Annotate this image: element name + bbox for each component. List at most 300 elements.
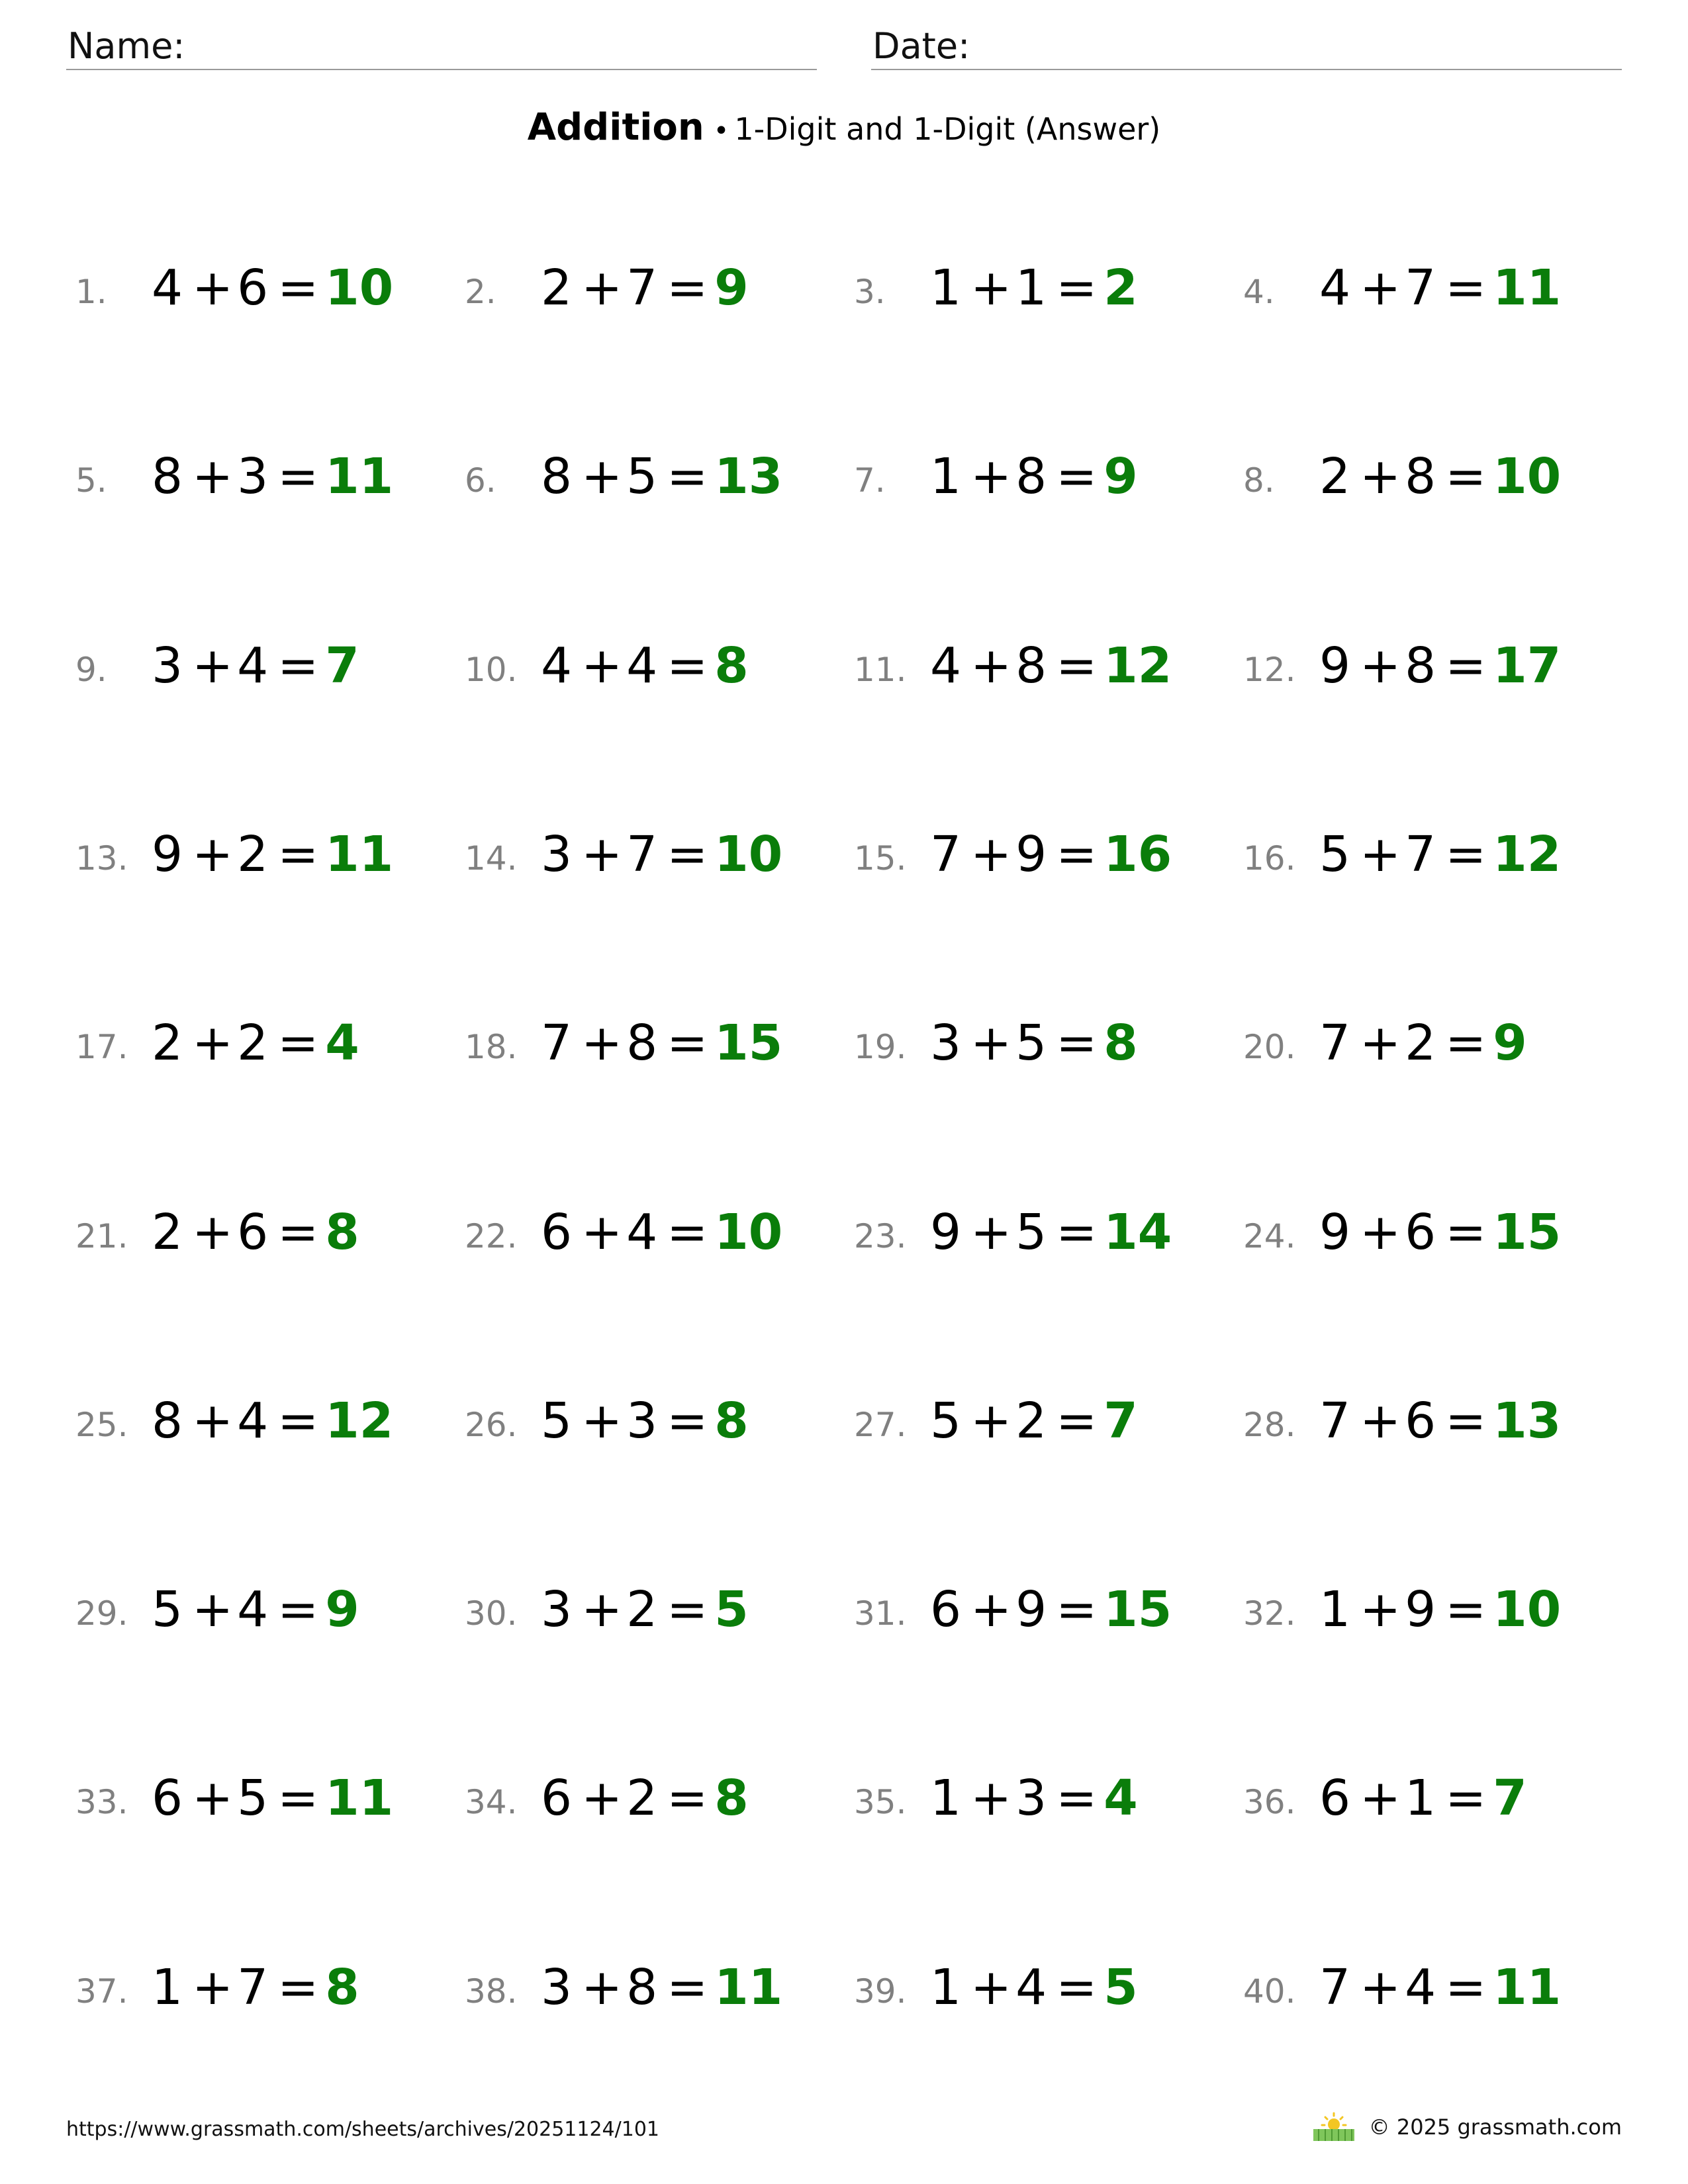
operand-b: 1 — [1015, 259, 1047, 316]
problem-number: 14. — [465, 839, 518, 878]
operand-b: 5 — [1015, 1015, 1047, 1071]
problem-equation — [926, 1770, 1138, 1827]
problem-number: 11. — [854, 651, 907, 689]
problem-item — [465, 1204, 849, 1270]
operand-a: 6 — [1319, 1770, 1351, 1827]
answer: 4 — [1103, 1770, 1138, 1827]
operand-a: 5 — [1319, 826, 1351, 883]
operand-a: 6 — [541, 1770, 573, 1827]
operand-a: 3 — [541, 1959, 573, 2016]
problem-item — [854, 1770, 1238, 1836]
problem-number: 26. — [465, 1406, 518, 1444]
problem-equation — [537, 637, 749, 694]
problem-number: 38. — [465, 1972, 518, 2011]
operand-a: 7 — [1319, 1015, 1351, 1071]
equals-sign: = — [1445, 1392, 1487, 1449]
operand-a: 2 — [152, 1015, 183, 1071]
answer: 15 — [714, 1015, 783, 1071]
problem-equation — [926, 448, 1138, 505]
plus-sign: + — [1360, 1015, 1401, 1071]
problem-number: 12. — [1243, 651, 1296, 689]
operand-b: 7 — [626, 259, 658, 316]
plus-sign: + — [192, 448, 234, 505]
operand-b: 6 — [1405, 1392, 1436, 1449]
name-label: Name: — [68, 25, 185, 67]
operand-b: 8 — [626, 1015, 658, 1071]
operand-b: 7 — [1405, 826, 1436, 883]
plus-sign: + — [581, 1770, 623, 1827]
plus-sign: + — [581, 1959, 623, 2016]
grass-sun-logo-icon — [1311, 2111, 1357, 2143]
equals-sign: = — [667, 1392, 708, 1449]
plus-sign: + — [970, 448, 1012, 505]
equals-sign: = — [1056, 259, 1098, 316]
answer: 8 — [714, 1770, 749, 1827]
problem-equation — [926, 1392, 1138, 1449]
operand-a: 5 — [541, 1392, 573, 1449]
problem-equation — [926, 637, 1172, 694]
equals-sign: = — [1056, 826, 1098, 883]
answer: 7 — [325, 637, 359, 694]
problem-item — [854, 259, 1238, 326]
answer: 8 — [325, 1959, 359, 2016]
problem-equation — [148, 1959, 359, 2016]
answer: 2 — [1103, 259, 1138, 316]
equals-sign: = — [1445, 259, 1487, 316]
plus-sign: + — [1360, 1392, 1401, 1449]
equals-sign: = — [277, 1581, 319, 1638]
operand-b: 2 — [1015, 1392, 1047, 1449]
footer-copyright: © 2025 grassmath.com — [1368, 2115, 1622, 2140]
problem-number: 23. — [854, 1217, 907, 1255]
operand-a: 1 — [930, 448, 962, 505]
worksheet-title — [0, 106, 1688, 149]
equals-sign: = — [1445, 448, 1487, 505]
answer: 13 — [714, 448, 783, 505]
answer: 8 — [325, 1204, 359, 1261]
problem-number: 25. — [75, 1406, 128, 1444]
plus-sign: + — [581, 1015, 623, 1071]
equals-sign: = — [1445, 1204, 1487, 1261]
answer: 14 — [1103, 1204, 1172, 1261]
problem-number: 13. — [75, 839, 128, 878]
answer: 12 — [325, 1392, 394, 1449]
name-field[interactable] — [66, 24, 817, 70]
plus-sign: + — [970, 637, 1012, 694]
equals-sign: = — [1056, 637, 1098, 694]
problem-item — [465, 1581, 849, 1647]
problem-equation — [1315, 1392, 1561, 1449]
problem-equation — [1315, 1770, 1527, 1827]
answer: 13 — [1493, 1392, 1562, 1449]
equals-sign: = — [1445, 1015, 1487, 1071]
problem-item — [1243, 637, 1627, 704]
problem-equation — [1315, 826, 1561, 883]
plus-sign: + — [970, 1581, 1012, 1638]
problem-equation — [537, 1392, 749, 1449]
equals-sign: = — [667, 1015, 708, 1071]
problem-number: 37. — [75, 1972, 128, 2011]
operand-b: 4 — [237, 1581, 269, 1638]
equals-sign: = — [1056, 1204, 1098, 1261]
problem-equation — [1315, 448, 1561, 505]
problem-item — [1243, 1959, 1627, 2025]
problem-item — [75, 1015, 459, 1081]
problem-equation — [926, 1581, 1172, 1638]
operand-b: 2 — [626, 1581, 658, 1638]
equals-sign: = — [1445, 1770, 1487, 1827]
problem-item — [854, 1204, 1238, 1270]
equals-sign: = — [1445, 1581, 1487, 1638]
problem-number: 24. — [1243, 1217, 1296, 1255]
problem-item — [465, 448, 849, 514]
plus-sign: + — [1360, 1581, 1401, 1638]
answer: 8 — [714, 637, 749, 694]
problem-equation — [926, 1204, 1172, 1261]
problem-equation — [926, 259, 1138, 316]
plus-sign: + — [192, 259, 234, 316]
operand-b: 5 — [1015, 1204, 1047, 1261]
operand-b: 2 — [237, 1015, 269, 1071]
problem-number: 22. — [465, 1217, 518, 1255]
equals-sign: = — [1056, 448, 1098, 505]
problem-number: 6. — [465, 461, 496, 500]
problem-number: 1. — [75, 273, 107, 311]
answer: 16 — [1103, 826, 1172, 883]
problem-number: 32. — [1243, 1594, 1296, 1633]
problem-item — [854, 448, 1238, 514]
problem-number: 7. — [854, 461, 886, 500]
operand-b: 3 — [237, 448, 269, 505]
problem-number: 31. — [854, 1594, 907, 1633]
problem-item — [465, 1392, 849, 1459]
operand-b: 2 — [626, 1770, 658, 1827]
problem-item — [854, 1015, 1238, 1081]
problem-equation — [537, 1581, 749, 1638]
plus-sign: + — [1360, 1204, 1401, 1261]
operand-b: 8 — [1405, 637, 1436, 694]
plus-sign: + — [581, 1204, 623, 1261]
operand-a: 6 — [152, 1770, 183, 1827]
problem-item — [465, 1015, 849, 1081]
operand-a: 6 — [930, 1581, 962, 1638]
equals-sign: = — [277, 637, 319, 694]
problem-number: 18. — [465, 1028, 518, 1066]
problem-number: 4. — [1243, 273, 1275, 311]
equals-sign: = — [1056, 1392, 1098, 1449]
equals-sign: = — [1056, 1959, 1098, 2016]
plus-sign: + — [581, 826, 623, 883]
problem-item — [75, 1581, 459, 1647]
problem-equation — [1315, 1204, 1561, 1261]
operand-b: 4 — [1015, 1959, 1047, 2016]
problem-number: 40. — [1243, 1972, 1296, 2011]
operand-b: 4 — [237, 637, 269, 694]
equals-sign: = — [277, 1015, 319, 1071]
plus-sign: + — [581, 637, 623, 694]
answer: 12 — [1103, 637, 1172, 694]
operand-a: 8 — [152, 448, 183, 505]
answer: 5 — [1103, 1959, 1138, 2016]
operand-a: 9 — [930, 1204, 962, 1261]
problem-item — [465, 1770, 849, 1836]
plus-sign: + — [970, 826, 1012, 883]
problem-item — [75, 826, 459, 892]
operand-a: 3 — [930, 1015, 962, 1071]
problem-item — [75, 448, 459, 514]
problem-number: 20. — [1243, 1028, 1296, 1066]
problem-item — [465, 259, 849, 326]
problem-number: 30. — [465, 1594, 518, 1633]
operand-a: 5 — [930, 1392, 962, 1449]
problem-number: 29. — [75, 1594, 128, 1633]
equals-sign: = — [1056, 1015, 1098, 1071]
date-label: Date: — [872, 25, 970, 67]
problem-equation — [1315, 1959, 1561, 2016]
answer: 11 — [1493, 1959, 1562, 2016]
equals-sign: = — [1056, 1770, 1098, 1827]
operand-b: 2 — [237, 826, 269, 883]
problem-item — [854, 637, 1238, 704]
operand-a: 2 — [541, 259, 573, 316]
problem-number: 36. — [1243, 1783, 1296, 1821]
title-separator: • — [713, 116, 729, 146]
operand-a: 9 — [152, 826, 183, 883]
problem-number: 33. — [75, 1783, 128, 1821]
problem-number: 15. — [854, 839, 907, 878]
problem-number: 2. — [465, 273, 496, 311]
operand-a: 4 — [541, 637, 573, 694]
operand-b: 6 — [237, 1204, 269, 1261]
answer: 11 — [1493, 259, 1562, 316]
plus-sign: + — [970, 1959, 1012, 2016]
problem-equation — [148, 448, 393, 505]
problem-equation — [148, 826, 393, 883]
problem-item — [1243, 448, 1627, 514]
operand-b: 8 — [1015, 637, 1047, 694]
problem-number: 34. — [465, 1783, 518, 1821]
answer: 9 — [1103, 448, 1138, 505]
problem-equation — [926, 826, 1172, 883]
equals-sign: = — [277, 1392, 319, 1449]
operand-b: 7 — [1405, 259, 1436, 316]
problem-number: 27. — [854, 1406, 907, 1444]
problem-item — [1243, 1392, 1627, 1459]
plus-sign: + — [1360, 826, 1401, 883]
plus-sign: + — [581, 448, 623, 505]
problem-number: 9. — [75, 651, 107, 689]
operand-b: 6 — [1405, 1204, 1436, 1261]
problem-equation — [148, 259, 393, 316]
date-field[interactable] — [871, 24, 1622, 70]
problem-item — [75, 1770, 459, 1836]
operand-b: 2 — [1405, 1015, 1436, 1071]
operand-a: 7 — [1319, 1392, 1351, 1449]
equals-sign: = — [667, 1770, 708, 1827]
operand-a: 8 — [541, 448, 573, 505]
footer-url: https://www.grassmath.com/sheets/archives/20251124/101 — [66, 2118, 660, 2141]
operand-b: 5 — [626, 448, 658, 505]
answer: 8 — [714, 1392, 749, 1449]
problem-number: 19. — [854, 1028, 907, 1066]
operand-b: 9 — [1015, 826, 1047, 883]
equals-sign: = — [277, 1204, 319, 1261]
equals-sign: = — [1056, 1581, 1098, 1638]
equals-sign: = — [667, 1581, 708, 1638]
answer: 12 — [1493, 826, 1562, 883]
operand-a: 2 — [1319, 448, 1351, 505]
problem-item — [1243, 826, 1627, 892]
operand-a: 6 — [541, 1204, 573, 1261]
problem-number: 21. — [75, 1217, 128, 1255]
operand-a: 1 — [930, 1959, 962, 2016]
equals-sign: = — [667, 1204, 708, 1261]
answer: 10 — [1493, 448, 1562, 505]
answer: 4 — [325, 1015, 359, 1071]
plus-sign: + — [970, 1392, 1012, 1449]
operand-a: 7 — [1319, 1959, 1351, 2016]
operand-a: 5 — [152, 1581, 183, 1638]
problem-equation — [148, 1392, 393, 1449]
answer: 10 — [714, 1204, 783, 1261]
plus-sign: + — [192, 1581, 234, 1638]
answer: 9 — [714, 259, 749, 316]
problem-item — [1243, 1204, 1627, 1270]
problem-item — [1243, 1581, 1627, 1647]
answer: 11 — [325, 1770, 394, 1827]
operand-a: 7 — [930, 826, 962, 883]
problem-equation — [537, 1015, 782, 1071]
answer: 10 — [325, 259, 394, 316]
answer: 7 — [1493, 1770, 1527, 1827]
operand-b: 1 — [1405, 1770, 1436, 1827]
operand-a: 1 — [1319, 1581, 1351, 1638]
operand-b: 3 — [1015, 1770, 1047, 1827]
plus-sign: + — [192, 826, 234, 883]
problem-equation — [148, 1015, 359, 1071]
problem-item — [465, 637, 849, 704]
equals-sign: = — [667, 259, 708, 316]
problem-item — [465, 1959, 849, 2025]
problem-equation — [148, 1204, 359, 1261]
plus-sign: + — [192, 1015, 234, 1071]
problem-number: 28. — [1243, 1406, 1296, 1444]
equals-sign: = — [277, 448, 319, 505]
problem-item — [854, 826, 1238, 892]
answer: 10 — [1493, 1581, 1562, 1638]
plus-sign: + — [581, 1581, 623, 1638]
problem-item — [75, 1392, 459, 1459]
operand-a: 1 — [930, 1770, 962, 1827]
answer: 10 — [714, 826, 783, 883]
answer: 15 — [1493, 1204, 1562, 1261]
problem-item — [1243, 1015, 1627, 1081]
problem-equation — [1315, 1015, 1527, 1071]
problem-number: 10. — [465, 651, 518, 689]
operand-b: 3 — [626, 1392, 658, 1449]
operand-b: 8 — [1015, 448, 1047, 505]
problem-equation — [1315, 637, 1561, 694]
equals-sign: = — [277, 1770, 319, 1827]
plus-sign: + — [581, 1392, 623, 1449]
problem-item — [465, 826, 849, 892]
plus-sign: + — [192, 637, 234, 694]
operand-b: 6 — [237, 259, 269, 316]
answer: 15 — [1103, 1581, 1172, 1638]
problem-number: 3. — [854, 273, 886, 311]
answer: 7 — [1103, 1392, 1138, 1449]
plus-sign: + — [970, 1770, 1012, 1827]
operand-b: 9 — [1405, 1581, 1436, 1638]
operand-b: 9 — [1015, 1581, 1047, 1638]
problem-equation — [1315, 1581, 1561, 1638]
problem-number: 17. — [75, 1028, 128, 1066]
problem-equation — [537, 1204, 782, 1261]
answer: 11 — [325, 826, 394, 883]
operand-b: 7 — [237, 1959, 269, 2016]
operand-a: 4 — [930, 637, 962, 694]
problem-item — [854, 1959, 1238, 2025]
plus-sign: + — [581, 259, 623, 316]
problem-equation — [926, 1015, 1138, 1071]
problem-equation — [537, 826, 782, 883]
operand-a: 4 — [152, 259, 183, 316]
equals-sign: = — [667, 826, 708, 883]
equals-sign: = — [667, 1959, 708, 2016]
operand-b: 4 — [626, 1204, 658, 1261]
problem-item — [75, 637, 459, 704]
equals-sign: = — [1445, 637, 1487, 694]
operand-b: 8 — [626, 1959, 658, 2016]
plus-sign: + — [192, 1392, 234, 1449]
equals-sign: = — [277, 826, 319, 883]
answer: 5 — [714, 1581, 749, 1638]
operand-a: 9 — [1319, 1204, 1351, 1261]
operand-a: 3 — [541, 826, 573, 883]
plus-sign: + — [1360, 1959, 1401, 2016]
problem-equation — [148, 1770, 393, 1827]
problem-equation — [537, 259, 749, 316]
answer: 11 — [325, 448, 394, 505]
plus-sign: + — [1360, 259, 1401, 316]
problem-number: 8. — [1243, 461, 1275, 500]
answer: 17 — [1493, 637, 1562, 694]
problem-number: 5. — [75, 461, 107, 500]
operand-b: 4 — [626, 637, 658, 694]
footer-brand — [1311, 2111, 1622, 2143]
equals-sign: = — [277, 1959, 319, 2016]
operand-b: 5 — [237, 1770, 269, 1827]
answer: 9 — [1493, 1015, 1527, 1071]
problem-equation — [1315, 259, 1561, 316]
problem-item — [75, 1959, 459, 2025]
title-subtitle: 1-Digit and 1-Digit (Answer) — [734, 111, 1161, 147]
plus-sign: + — [192, 1959, 234, 2016]
operand-b: 7 — [626, 826, 658, 883]
problem-item — [75, 259, 459, 326]
answer: 9 — [325, 1581, 359, 1638]
operand-b: 8 — [1405, 448, 1436, 505]
equals-sign: = — [1445, 826, 1487, 883]
operand-a: 1 — [152, 1959, 183, 2016]
plus-sign: + — [192, 1770, 234, 1827]
operand-a: 3 — [152, 637, 183, 694]
problem-equation — [148, 637, 359, 694]
answer: 11 — [714, 1959, 783, 2016]
problem-equation — [537, 1959, 782, 2016]
operand-a: 2 — [152, 1204, 183, 1261]
problem-number: 35. — [854, 1783, 907, 1821]
